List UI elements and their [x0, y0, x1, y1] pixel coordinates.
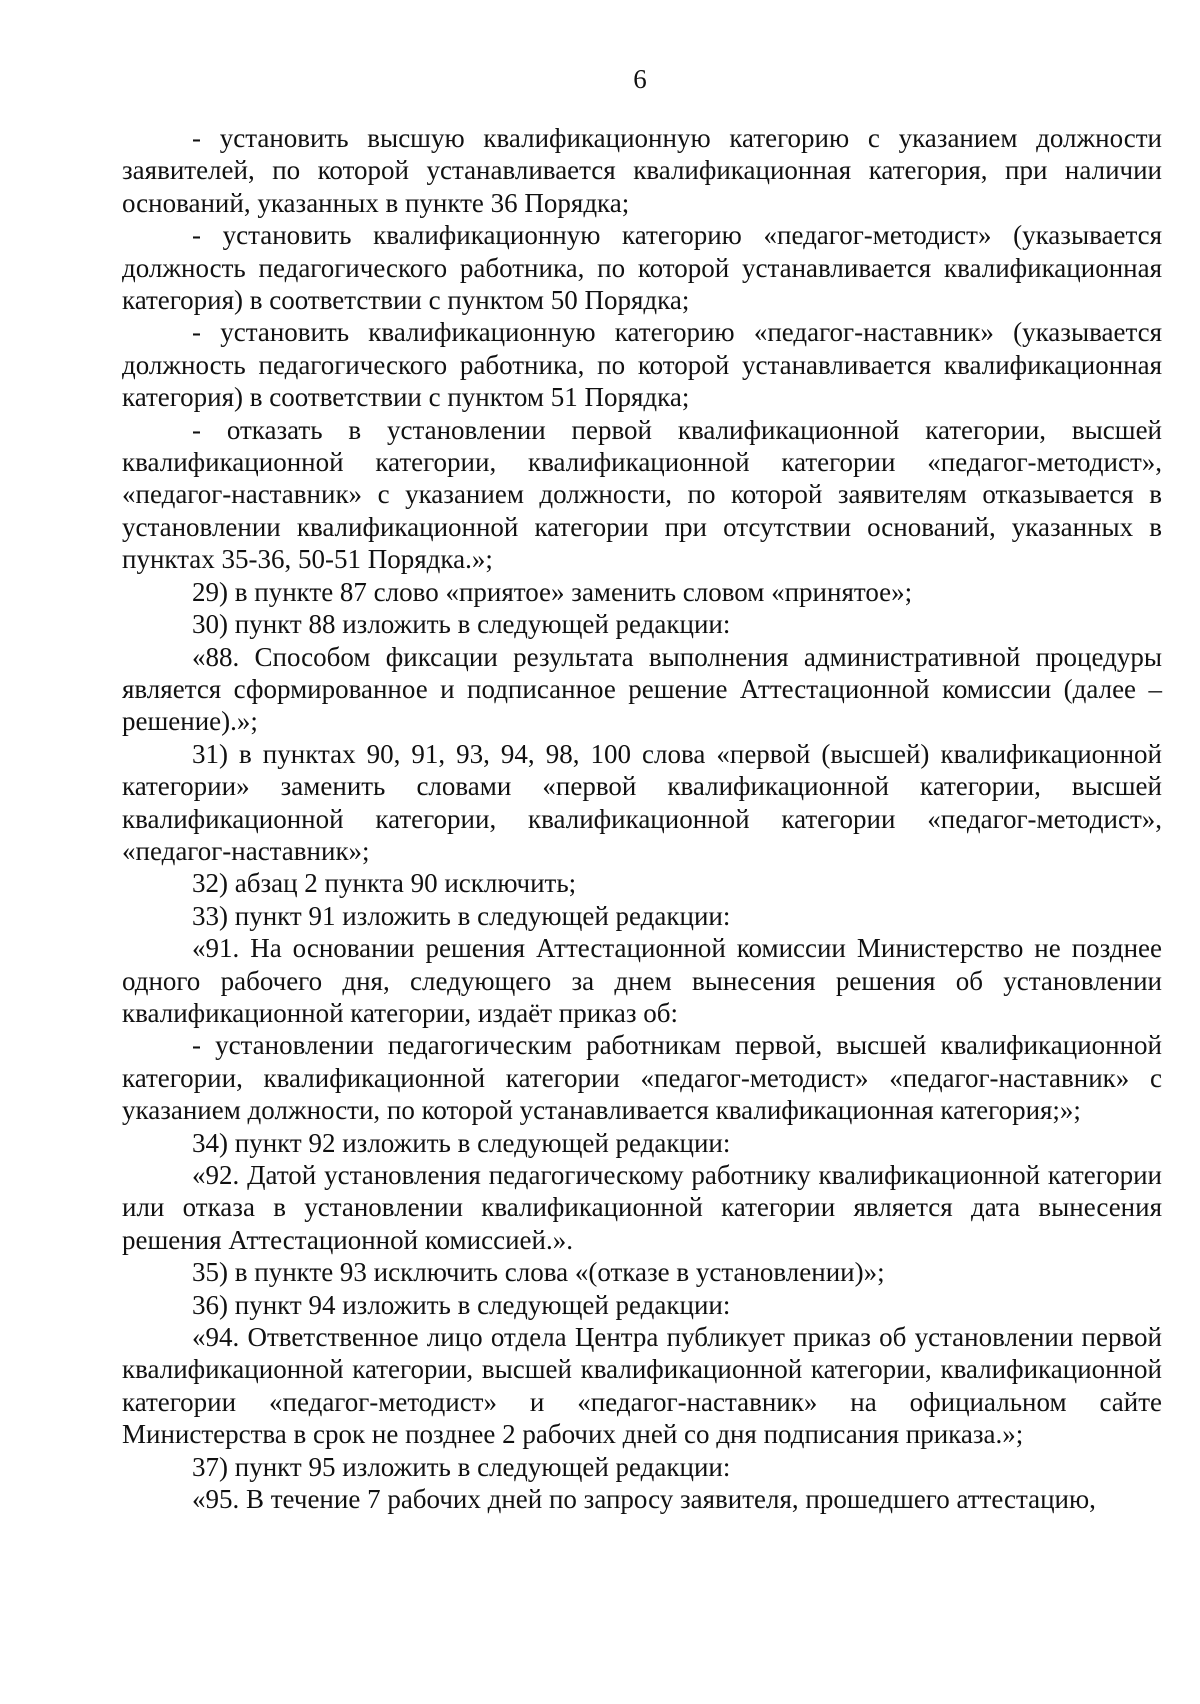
paragraph: - отказать в установлении первой квалификационной категории, высшей квалификационной категории, квалификационной категории «педагог-методист», «педагог-наставник» с указанием должности, по которой заявителям отказывается в установлении квалификационной категории при отсутствии оснований, указанных в пунктах 35-36, 50-51 Порядка.»;: [122, 414, 1162, 575]
paragraph: 37) пункт 95 изложить в следующей редакции:: [192, 1451, 731, 1482]
paragraph: 29) в пункте 87 слово «приятое» заменить словом «принятое»;: [192, 576, 913, 607]
paragraph: 34) пункт 92 изложить в следующей редакции:: [192, 1127, 731, 1158]
paragraph: 36) пункт 94 изложить в следующей редакции:: [192, 1289, 731, 1320]
document-body: [122, 122, 1162, 1515]
paragraph: - установить квалификационную категорию «педагог-методист» (указывается должность педагогического работника, по которой устанавливается квалификационная категория) в соответствии с пунктом 50 Порядка;: [122, 220, 1162, 316]
paragraph: 35) в пункте 93 исключить слова «(отказе в установлении)»;: [192, 1257, 885, 1288]
page-number: 6: [633, 64, 647, 94]
paragraph: 32) абзац 2 пункта 90 исключить;: [192, 868, 577, 899]
paragraph: «91. На основании решения Аттестационной комиссии Министерство не позднее одного рабочего дня, следующего за днем вынесения решения об установлении квалификационной категории, издаёт приказ об:: [122, 933, 1162, 1028]
paragraph: 33) пункт 91 изложить в следующей редакции:: [192, 900, 731, 931]
paragraph: «95. В течение 7 рабочих дней по запросу заявителя, прошедшего аттестацию,: [192, 1484, 1096, 1515]
paragraph: - установлении педагогическим работникам первой, высшей квалификационной категории, квалификационной категории «педагог-методист» «педагог-наставник» с указанием должности, по которой устанавливается квалификационная категория;»;: [122, 1030, 1162, 1126]
paragraph: «88. Способом фиксации результата выполнения административной процедуры является сформированное и подписанное решение Аттестационной комиссии (далее – решение).»;: [122, 641, 1162, 737]
paragraph: 31) в пунктах 90, 91, 93, 94, 98, 100 слова «первой (высшей) квалификационной категории» заменить словами «первой квалификационной категории, высшей квалификационной категории, квалификационной категории «педагог-методист», «педагог-наставник»;: [122, 738, 1162, 866]
paragraph: - установить высшую квалификационную категорию с указанием должности заявителей, по которой устанавливается квалификационная категория, при наличии оснований, указанных в пункте 36 Порядка;: [122, 123, 1162, 218]
paragraph: 30) пункт 88 изложить в следующей редакции:: [192, 609, 731, 640]
paragraph: «92. Датой установления педагогическому работнику квалификационной категории или отказа в установлении квалификационной категории является дата вынесения решения Аттестационной комиссией.».: [122, 1160, 1162, 1255]
paragraph: - установить квалификационную категорию «педагог-наставник» (указывается должность педагогического работника, по которой устанавливается квалификационная категория) в соответствии с пунктом 51 Порядка;: [122, 317, 1162, 413]
paragraph: «94. Ответственное лицо отдела Центра публикует приказ об установлении первой квалификационной категории, высшей квалификационной категории, квалификационной категории «педагог-методист» и «педагог-наставник» на официальном сайте Министерства в срок не позднее 2 рабочих дней со дня подписания приказа.»;: [122, 1322, 1162, 1450]
